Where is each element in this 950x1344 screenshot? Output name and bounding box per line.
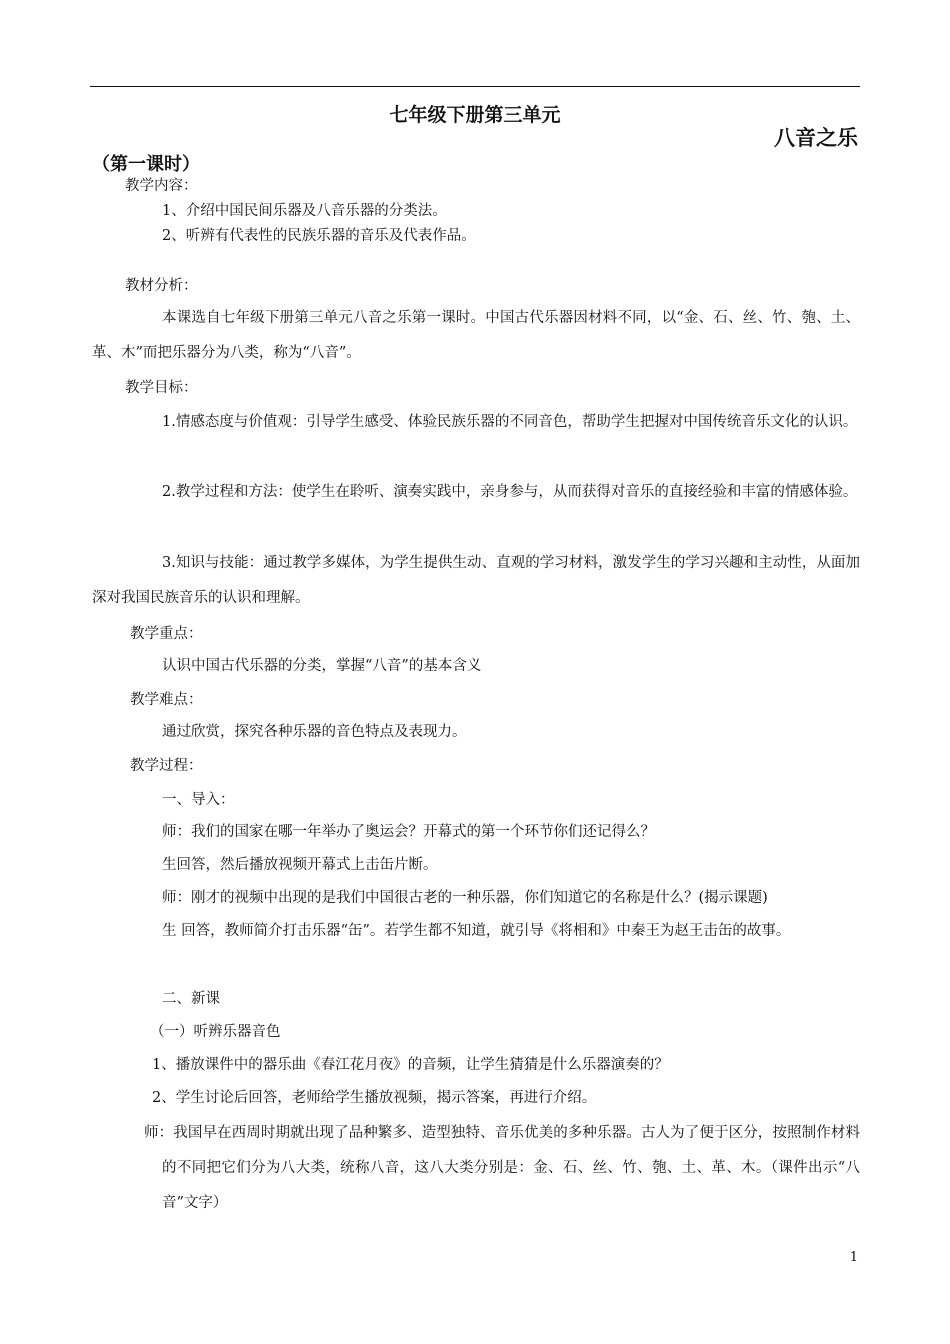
- intro-line-2: 生回答，然后播放视频开幕式上击缶片断。: [162, 857, 438, 873]
- new-item-1: 1、播放课件中的器乐曲《春江花月夜》的音频，让学生猜猜是什么乐器演奏的？: [152, 1057, 669, 1073]
- key-points-label: 教学重点：: [130, 626, 203, 642]
- content-label: 教学内容：: [125, 178, 198, 194]
- sub-heading: （一）听辨乐器音色: [150, 1024, 281, 1040]
- goal-item-1: 1.情感态度与价值观：引导学生感受、体验民族乐器的不同音色，帮助学生把握对中国传统音乐文化的认识。: [162, 414, 858, 430]
- goal-item-3: 3.知识与技能：通过教学多媒体，为学生提供生动、直观的学习材料，激发学生的学习兴趣和主动性，从面加深对我国民族音乐的认识和理解。: [92, 555, 860, 606]
- difficulties-label: 教学难点：: [130, 692, 203, 708]
- difficulties-text: 通过欣赏，探究各种乐器的音色特点及表现力。: [162, 724, 467, 740]
- analysis-text: 本课选自七年级下册第三单元八音之乐第一课时。中国古代乐器因材料不同，以“金、石、丝、竹、匏、土、革、木”而把乐器分为八类，称为“八音”。: [92, 310, 860, 361]
- analysis-label: 教材分析：: [125, 278, 198, 294]
- new-item-2: 2、学生讨论后回答，老师给学生播放视频，揭示答案，再进行介绍。: [152, 1090, 597, 1106]
- content-item-1: 1、介绍中国民间乐器及八音乐器的分类法。: [162, 203, 447, 219]
- page-number: 1: [849, 1250, 858, 1265]
- teacher-text: 师：我国早在西周时期就出现了品种繁多、造型独特、音乐优美的多种乐器。古人为了便于区分，按照制作材料的不同把它们分为八大类，统称八音，这八大类分别是：金、石、丝、竹、匏、土、革、木。（课件出示“八音”文字）: [144, 1125, 860, 1211]
- lesson-title: 八音之乐: [774, 126, 858, 150]
- intro-line-3: 师：刚才的视频中出现的是我们中国很古老的一种乐器，你们知道它的名称是什么？(揭示课题): [162, 890, 768, 906]
- intro-line-4: 生 回答，教师简介打击乐器“缶”。若学生都不知道，就引导《将相和》中秦王为赵王击缶的故事。: [162, 923, 791, 939]
- key-points-text: 认识中国古代乐器的分类，掌握“八音”的基本含义: [162, 658, 482, 674]
- content-item-2: 2、听辨有代表性的民族乐器的音乐及代表作品。: [162, 228, 476, 244]
- new-lesson-heading: 二、新课: [162, 991, 220, 1007]
- unit-title: 七年级下册第三单元: [389, 104, 561, 126]
- intro-line-1: 师：我们的国家在哪一年举办了奥运会？开幕式的第一个环节你们还记得么？: [162, 824, 655, 840]
- goals-label: 教学目标：: [125, 380, 198, 396]
- intro-heading: 一、导入：: [162, 792, 235, 808]
- goal-item-2: 2.教学过程和方法：使学生在聆听、演奏实践中，亲身参与，从而获得对音乐的直接经验和丰富的情感体验。: [162, 484, 858, 500]
- lesson-period: （第一课时）: [92, 154, 200, 175]
- header-rule: [90, 86, 860, 87]
- process-label: 教学过程：: [130, 758, 203, 774]
